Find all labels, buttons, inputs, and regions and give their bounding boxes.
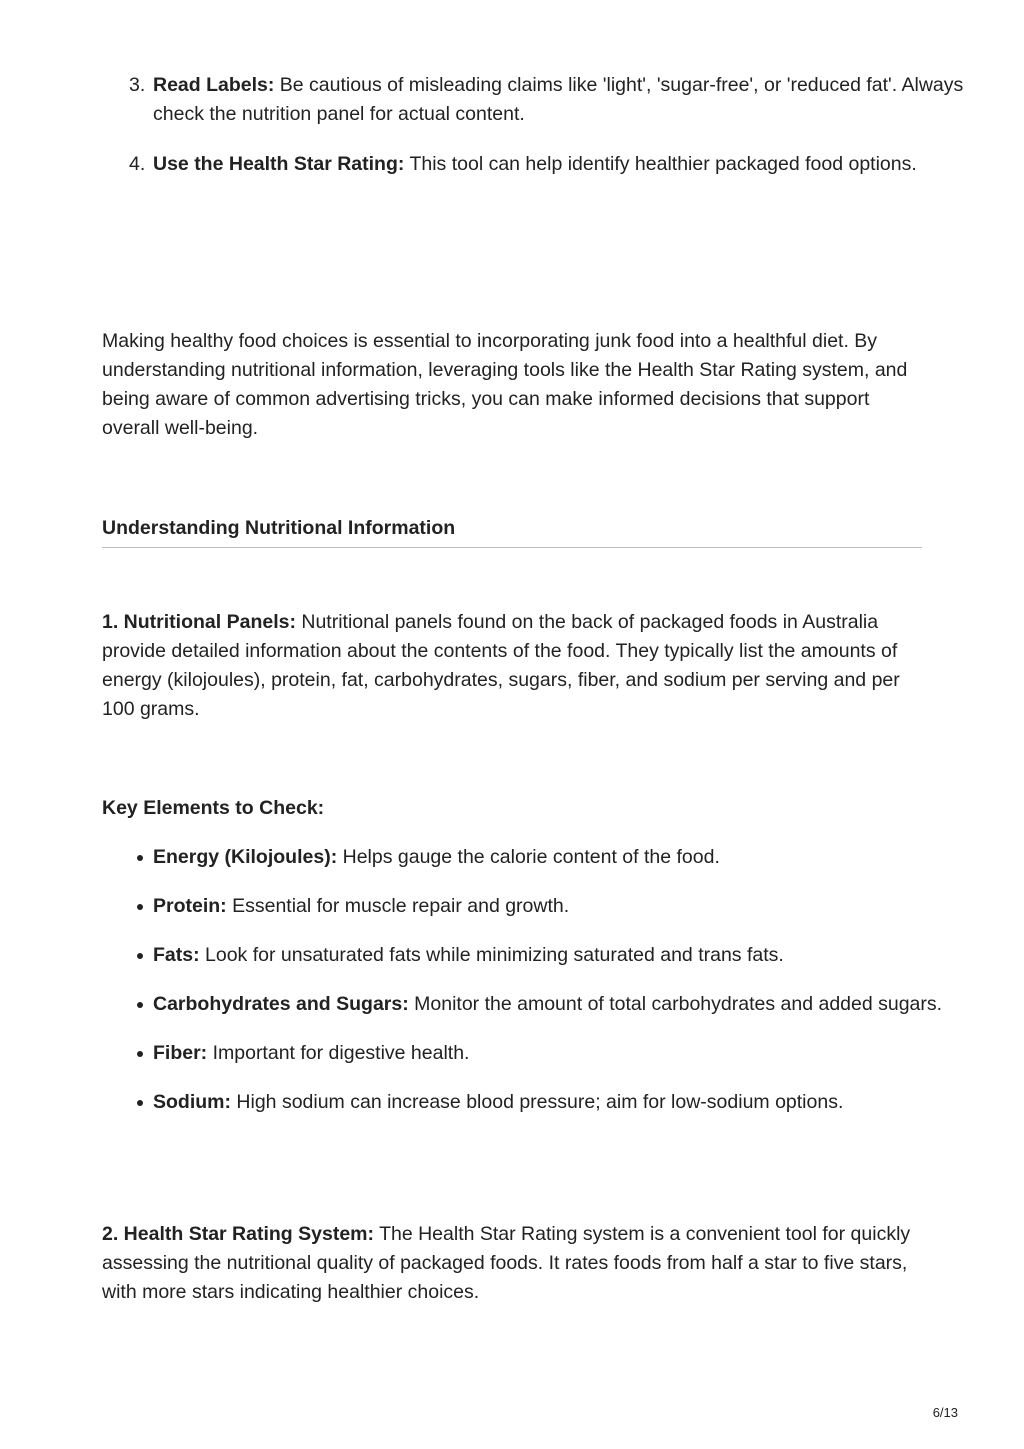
- section-divider: [102, 547, 922, 548]
- list-item: [129, 71, 975, 129]
- section-heading: Understanding Nutritional Information: [102, 517, 456, 539]
- list-number: 4.: [129, 153, 146, 175]
- key-elements-heading: Key Elements to Check:: [102, 797, 325, 819]
- list-item: [153, 1039, 975, 1068]
- list-item-text: Essential for muscle repair and growth.: [226, 895, 570, 917]
- list-item-label: Sodium:: [153, 1091, 231, 1113]
- list-item-label: Fats:: [153, 944, 200, 966]
- paragraph-text: The Health Star Rating system is a convenient tool for quickly assessing the nutritional quality of packaged foods. It rates foods from half a star to five stars, with more stars indicating healthier choices.: [102, 1223, 911, 1303]
- bullet-icon: [137, 1002, 143, 1008]
- list-item: [153, 941, 975, 970]
- list-item-label: Carbohydrates and Sugars:: [153, 993, 409, 1015]
- bullet-icon: [137, 1100, 143, 1106]
- list-item: [153, 1088, 975, 1117]
- list-item: [129, 150, 975, 179]
- list-item-label: Protein:: [153, 895, 227, 917]
- list-item: [153, 892, 975, 921]
- nutritional-panels-paragraph: [102, 608, 924, 724]
- health-star-paragraph: [102, 1220, 924, 1307]
- bullet-icon: [137, 855, 143, 861]
- bullet-icon: [137, 904, 143, 910]
- list-item-text: High sodium can increase blood pressure; aim for low-sodium options.: [231, 1091, 844, 1113]
- list-item-text: Look for unsaturated fats while minimizing saturated and trans fats.: [199, 944, 784, 966]
- list-item-text: This tool can help identify healthier packaged food options.: [404, 153, 917, 175]
- list-item-text: Important for digestive health.: [207, 1042, 470, 1064]
- list-item-label: Use the Health Star Rating:: [153, 153, 405, 175]
- bullet-icon: [137, 953, 143, 959]
- list-item: [153, 843, 975, 872]
- paragraph-label: 2. Health Star Rating System:: [102, 1223, 374, 1245]
- tips-list: [102, 71, 975, 200]
- page-number: 6/13: [932, 1405, 958, 1420]
- paragraph-text: Nutritional panels found on the back of packaged foods in Australia provide detailed information about the contents of the food. They typically list the amounts of energy (kilojoules), protein, fat, carbohydrates, sugars, fiber, and sodium per serving and per 100 grams.: [102, 611, 900, 720]
- list-item-text: Be cautious of misleading claims like 'light', 'sugar-free', or 'reduced fat'. Always check the nutrition panel for actual content.: [153, 74, 964, 125]
- list-item-text: Monitor the amount of total carbohydrates and added sugars.: [408, 993, 943, 1015]
- summary-paragraph: Making healthy food choices is essential to incorporating junk food into a healthful diet. By understanding nutritional information, leveraging tools like the Health Star Rating system, and being aware of common advertising tricks, you can make informed decisions that support overall well-being.: [102, 330, 908, 439]
- key-elements-list: [102, 843, 975, 1137]
- bullet-icon: [137, 1051, 143, 1057]
- list-number: 3.: [129, 74, 146, 96]
- list-item: [153, 990, 975, 1019]
- paragraph-label: 1. Nutritional Panels:: [102, 611, 296, 633]
- list-item-label: Read Labels:: [153, 74, 275, 96]
- list-item-label: Energy (Kilojoules):: [153, 846, 338, 868]
- list-item-text: Helps gauge the calorie content of the food.: [337, 846, 720, 868]
- list-item-label: Fiber:: [153, 1042, 208, 1064]
